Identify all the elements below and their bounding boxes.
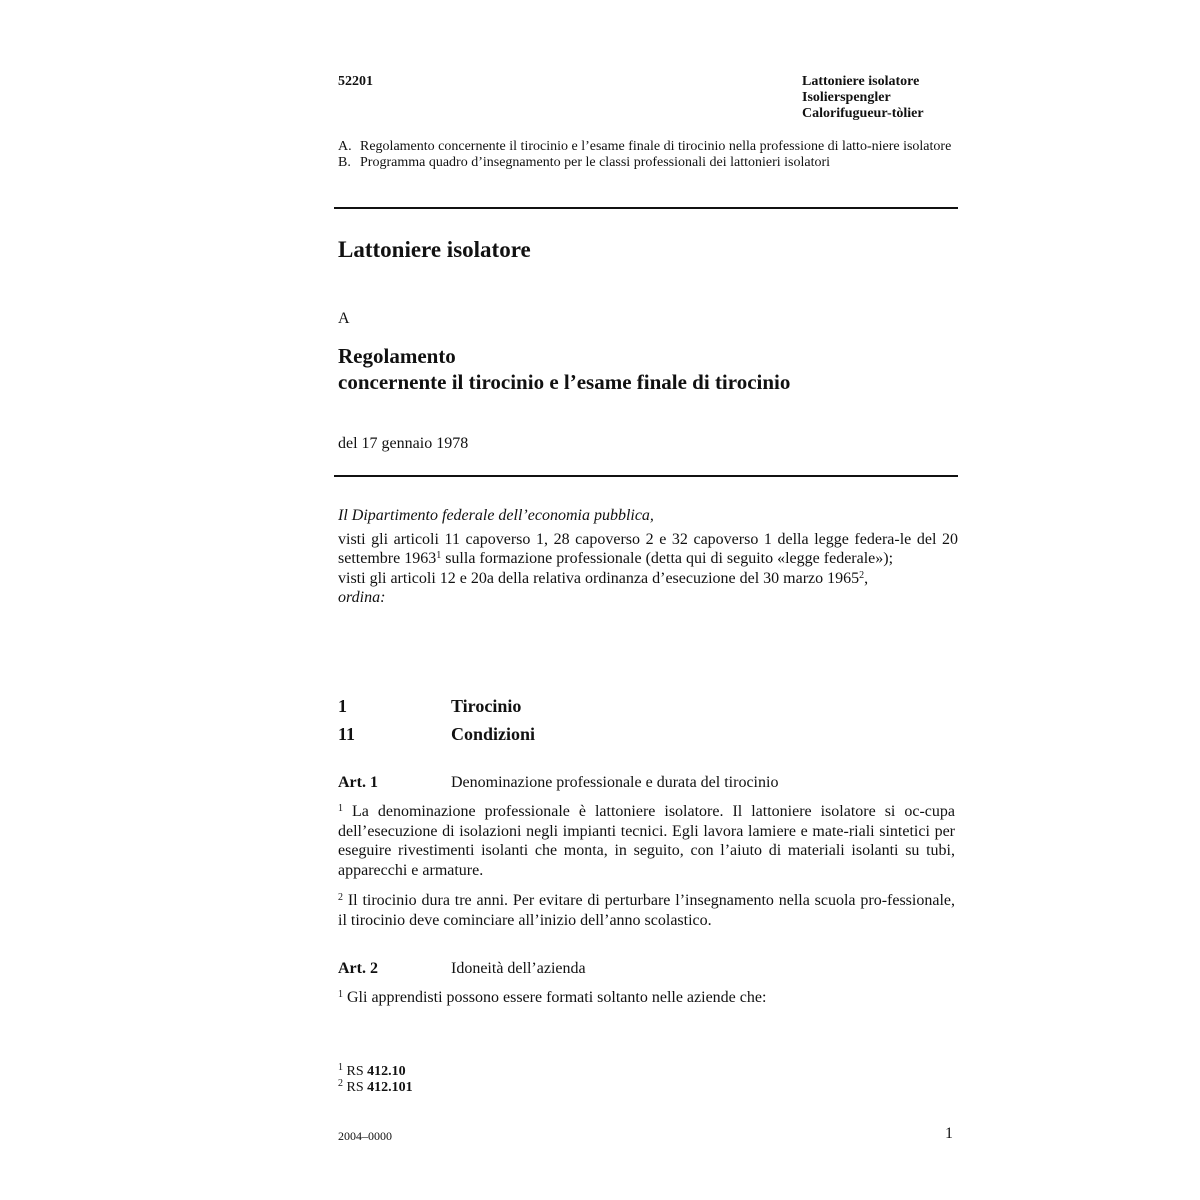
article-title: Idoneità dell’azienda	[451, 960, 586, 977]
footnote-ref: 1	[436, 550, 442, 561]
paragraph-text: Il tirocinio dura tre anni. Per evitare di perturbare l’insegnamento nella scuola pro-fessionale, il tirocinio deve cominciare all’inizio dell’anno scolastico.	[338, 892, 955, 929]
article-heading	[338, 774, 778, 792]
article-paragraph	[338, 891, 955, 930]
header-title-de: Isolierspengler	[802, 90, 891, 105]
contents-item-text: Regolamento concernente il tirocinio e l’esame finale di tirocinio nella professione di latto-niere isolatore	[360, 139, 952, 154]
footnote	[338, 1080, 413, 1096]
regulation-title	[338, 343, 790, 395]
article-heading	[338, 960, 586, 978]
footnote-ref: 2	[859, 569, 865, 581]
paragraph-text: Gli apprendisti possono essere formati soltanto nelle aziende che:	[343, 989, 767, 1006]
preamble-text: visti gli articoli 11 capoverso 1, 28 capoverso 2 e 32 capoverso 1 della legge federa-le del 20 settembre 1963	[338, 530, 958, 567]
article-title: Denominazione professionale e durata del tirocinio	[451, 774, 779, 791]
section-number: 1	[338, 696, 347, 716]
regulation-date: del 17 gennaio 1978	[338, 435, 469, 452]
preamble-text: sulla formazione professionale (detta qui di seguito «legge federale»);	[441, 550, 894, 567]
document-number: 52201	[338, 74, 373, 89]
footnote	[338, 1064, 413, 1080]
preamble-visti-2	[338, 569, 958, 589]
header-titles	[802, 74, 924, 122]
section-title: Condizioni	[451, 724, 536, 744]
article-number: Art. 1	[338, 774, 378, 791]
article-paragraph	[338, 802, 955, 880]
section-letter: A	[338, 310, 350, 327]
preamble	[338, 506, 958, 612]
header-title-it: Lattoniere isolatore	[802, 74, 920, 89]
preamble-ordina: ordina:	[338, 589, 386, 606]
regulation-title-line2: concernente il tirocinio e l’esame finale di tirocinio	[338, 370, 791, 394]
preamble-authority: Il Dipartimento federale dell’economia pubblica,	[338, 507, 654, 524]
preamble-text: ,	[864, 569, 869, 587]
footnote-number: 1	[338, 1062, 343, 1073]
footnote-ref-number: 412.101	[367, 1080, 413, 1095]
page-number: 1	[945, 1125, 953, 1142]
page-title: Lattoniere isolatore	[338, 237, 531, 262]
section-heading	[338, 724, 535, 745]
paragraph-number: 1	[338, 989, 343, 1000]
footnote-prefix: RS	[346, 1080, 368, 1095]
contents-list	[338, 139, 958, 171]
preamble-text: visti gli articoli 12 e 20a della relativa ordinanza d’esecuzione del 30 marzo 1965	[338, 569, 860, 587]
section-heading	[338, 696, 521, 717]
article-number: Art. 2	[338, 960, 378, 977]
contents-item-text: Programma quadro d’insegnamento per le classi professionali dei lattonieri isolatori	[360, 155, 831, 170]
header-title-fr: Calorifugueur-tòlier	[802, 106, 924, 121]
footer-code: 2004–0000	[338, 1129, 392, 1143]
article-paragraph	[338, 988, 955, 1008]
contents-item-a	[338, 139, 958, 155]
contents-item-label: B.	[338, 155, 351, 170]
divider	[334, 475, 958, 477]
divider	[334, 207, 958, 209]
footnote-number: 2	[338, 1078, 343, 1089]
preamble-visti-1	[338, 530, 958, 569]
footnote-prefix: RS	[346, 1064, 368, 1079]
footnote-ref-number: 412.10	[367, 1064, 406, 1079]
paragraph-number: 1	[338, 803, 343, 814]
paragraph-number: 2	[338, 892, 343, 903]
regulation-title-line1: Regolamento	[338, 344, 456, 368]
section-number: 11	[338, 724, 356, 744]
footnotes	[338, 1064, 413, 1096]
contents-item-label: A.	[338, 139, 352, 154]
section-title: Tirocinio	[451, 696, 522, 716]
contents-item-b	[338, 155, 958, 171]
paragraph-text: La denominazione professionale è lattoniere isolatore. Il lattoniere isolatore si oc-cupa dell’esecuzione di isolazioni negli impianti tecnici. Egli lavora lamiere e mate-riali sintetici per eseguire rivestimenti isolanti che monta, in seguito, con l’aiuto di materiali isolanti su tubi, apparecchi e armature.	[338, 803, 955, 879]
